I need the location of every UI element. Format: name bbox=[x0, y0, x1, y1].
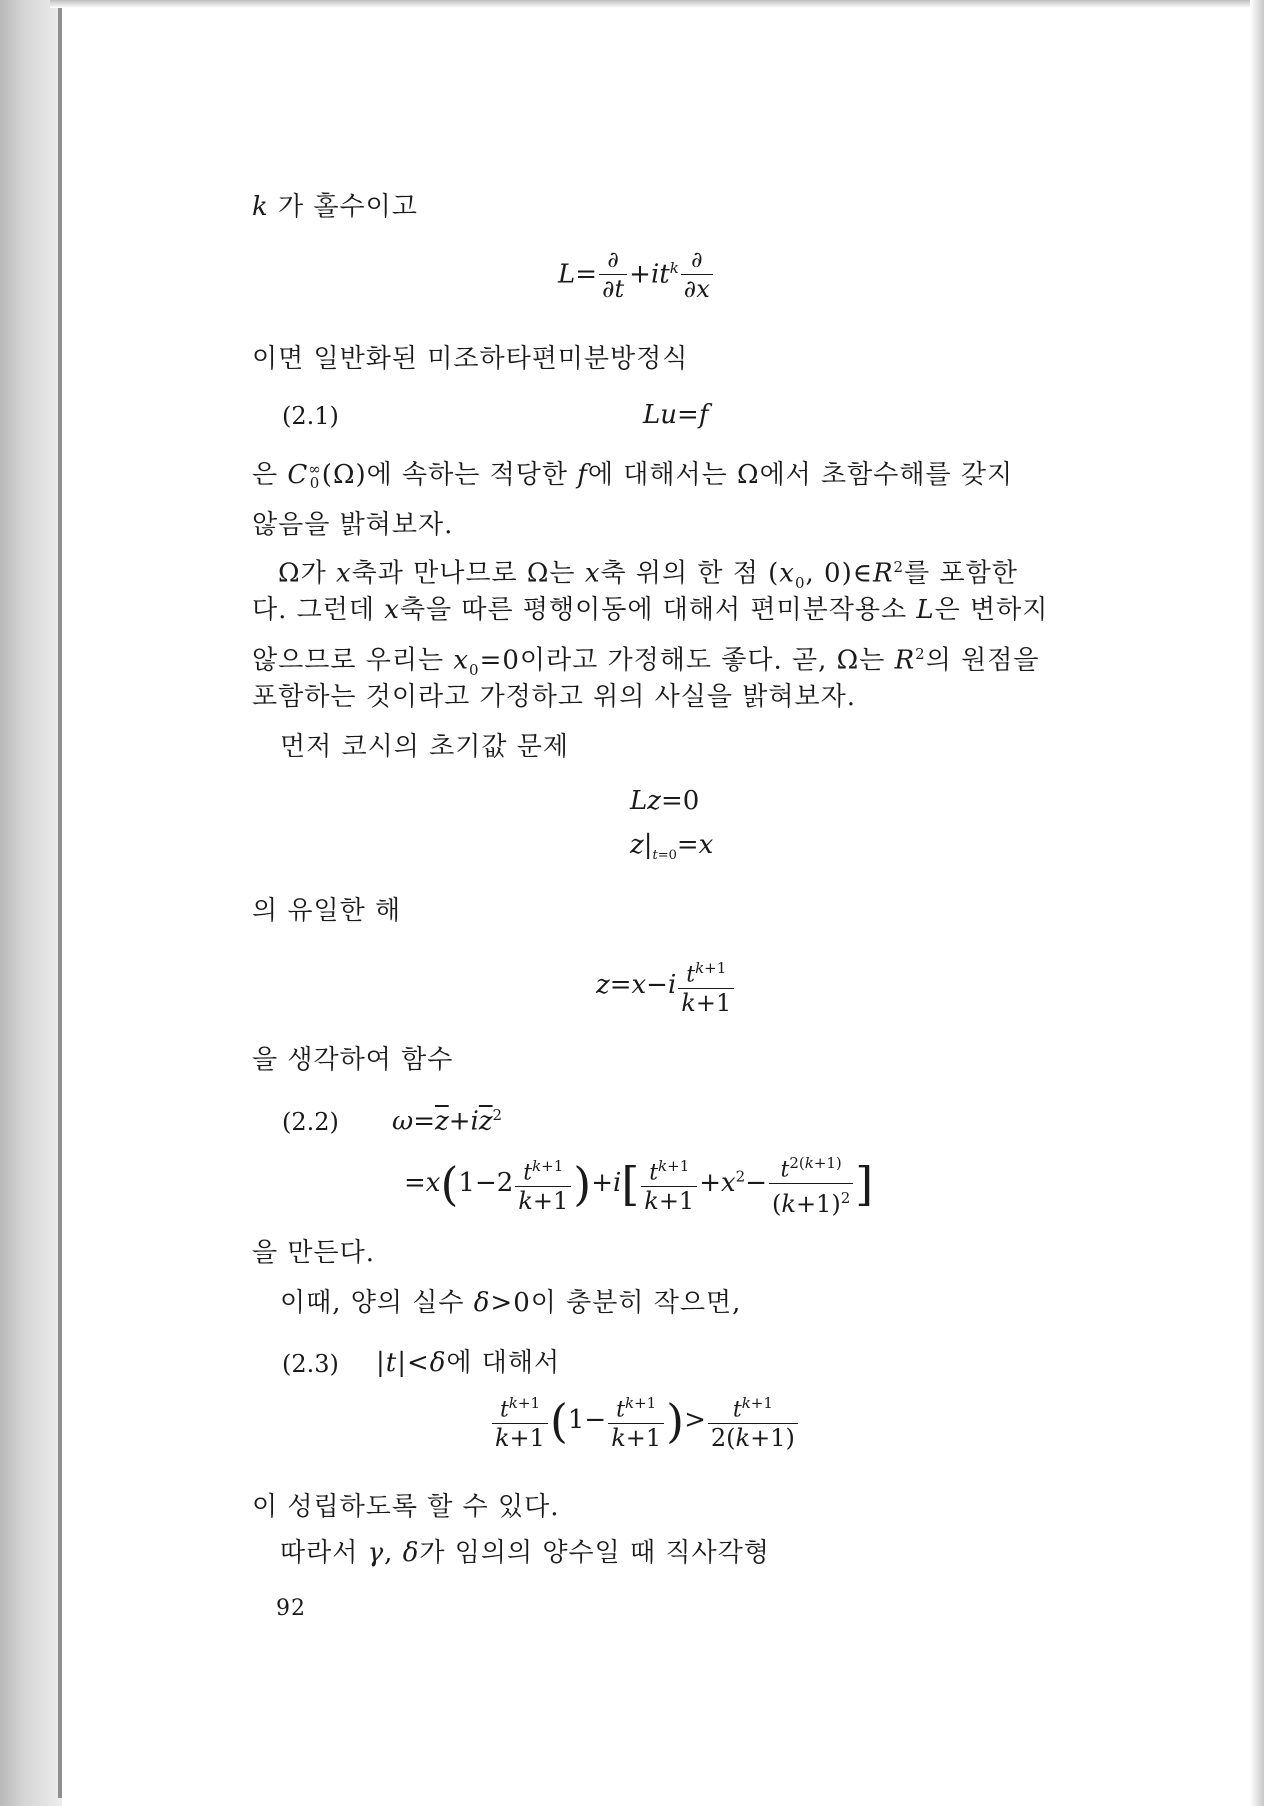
equation-number: (2.1) bbox=[282, 402, 339, 430]
text-line: 먼저 코시의 초기값 문제 bbox=[280, 732, 569, 762]
text-line: 의 유일한 해 bbox=[252, 896, 402, 926]
text-line: 은 C ∞ 0 (Ω)에 속하는 적당한 f에 대해서는 Ω에서 초함수해를 갖지 bbox=[252, 460, 1014, 492]
page-edge bbox=[58, 8, 62, 1798]
equation-Lu-f: Lu=f bbox=[643, 400, 709, 430]
text-line: 을 생각하여 함수 bbox=[252, 1045, 454, 1075]
text-line: k 가 홀수이고 bbox=[252, 192, 418, 222]
text-line: 이면 일반화된 미조하타편미분방정식 bbox=[252, 344, 689, 374]
text-line: Ω가 x축과 만나므로 Ω는 x축 위의 한 점 ($x_0$, $0)\in R^2$를 포함한 bbox=[278, 558, 1018, 592]
equation-initial-condition: $z|_{t=0}=x$ bbox=[630, 830, 714, 864]
equation-number: (2.2) bbox=[282, 1108, 339, 1136]
text-line: 포함하는 것이라고 가정하고 위의 사실을 밝혀보자. bbox=[252, 682, 857, 712]
book-spine-shadow bbox=[0, 0, 62, 1806]
page-number: 92 bbox=[276, 1596, 306, 1621]
text-line: 이 성립하도록 할 수 있다. bbox=[252, 1492, 560, 1522]
text-line: |t|<δ에 대해서 bbox=[376, 1348, 561, 1378]
page-right-shadow bbox=[1250, 0, 1264, 1806]
page-top-shadow bbox=[50, 0, 1264, 8]
equation-operator-L: L= $\frac{\partial}{\partial t}$ $+it^k$ $\frac{\partial}{\partial x}$ bbox=[558, 248, 715, 303]
equation-Lz-0: Lz=0 bbox=[630, 786, 700, 816]
text-line: 을 만든다. bbox=[252, 1238, 375, 1268]
text-line: 않으므로 우리는 $x_0=0$이라고 가정해도 좋다. 곧, Ω는 $R^2$의 원점을 bbox=[252, 645, 1040, 679]
equation-omega-def: $\omega=\overline{z}+i\overline{z}^2$ bbox=[392, 1106, 503, 1137]
text-line: 이때, 양의 실수 δ>0이 충분히 작으면, bbox=[280, 1288, 742, 1318]
equation-omega-expanded: =x(1−2 $\frac{t^{k+1}}{k+1}$ )+i[ $\frac{t^{k+1}}{k+1}$ $+x^2-$ $\frac{t^{2(k+1)}}{(k+1)^2}$ ] bbox=[404, 1150, 873, 1218]
equation-inequality: $\frac{t^{k+1}}{k+1}$ (1− $\frac{t^{k+1}}{k+1}$ )> $\frac{t^{k+1}}{2(k+1)}$ bbox=[490, 1390, 800, 1452]
text-line: 따라서 γ, δ가 임의의 양수일 때 직사각형 bbox=[280, 1538, 770, 1568]
equation-number: (2.3) bbox=[282, 1350, 339, 1378]
text-line: 다. 그런데 x축을 따른 평행이동에 대해서 편미분작용소 L은 변하지 bbox=[252, 595, 1049, 625]
equation-solution-z: z=x−i $\frac{t^{k+1}}{k+1}$ bbox=[596, 955, 736, 1017]
text-line: 않음을 밝혀보자. bbox=[252, 510, 454, 540]
